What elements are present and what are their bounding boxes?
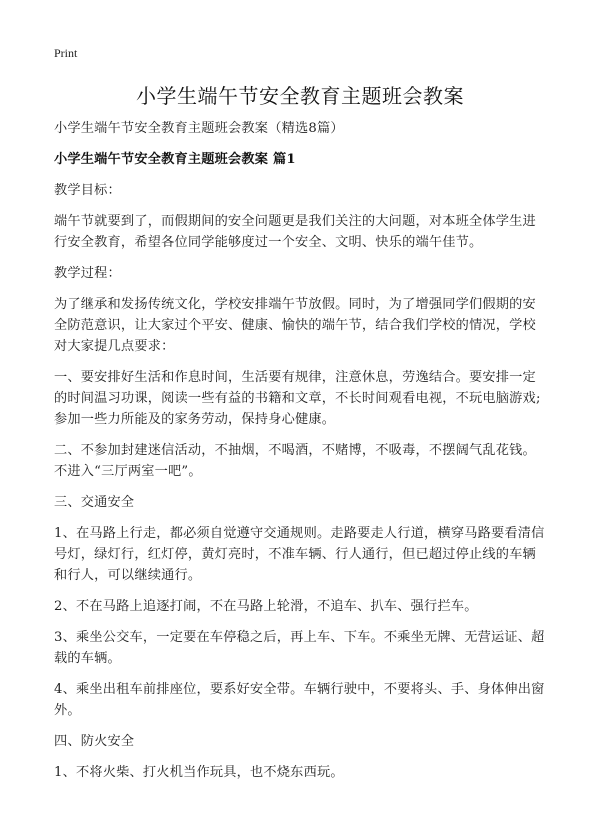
- paragraph-teaching-process-label: 教学过程：: [54, 266, 121, 281]
- paragraph-traffic-2: 2、不在马路上追逐打闹，不在马路上轮滑，不追车、扒车、强行拦车。: [54, 599, 478, 614]
- print-link[interactable]: Print: [54, 46, 78, 60]
- document-body: [54, 118, 546, 793]
- paragraph-teaching-goal: 端午节就要到了，而假期间的安全问题更是我们关注的大问题，对本班全体学生进行安全教育，希望各位同学能够度过一个安全、文明、快乐的端午佳节。: [54, 214, 536, 250]
- document-subtitle: 小学生端午节安全教育主题班会教案（精选8篇）: [54, 121, 344, 136]
- paragraph-traffic-3: 3、乘坐公交车，一定要在车停稳之后，再上车、下车。不乘坐无牌、无营运证、超载的车辆。: [54, 630, 545, 666]
- paragraph-fire-heading: 四、防火安全: [54, 734, 135, 749]
- paragraph-item-1: 一、要安排好生活和作息时间，生活要有规律，注意休息，劳逸结合。要安排一定的时间温习功课，阅读一些有益的书籍和文章，不长时间观看电视，不玩电脑游戏;参加一些力所能及的家务劳动，保持身心健康。: [54, 370, 541, 427]
- paragraph-teaching-goal-label: 教学目标：: [54, 183, 121, 198]
- paragraph-fire-1: 1、不将火柴、打火机当作玩具，也不烧东西玩。: [54, 765, 344, 780]
- page-title: 小学生端午节安全教育主题班会教案: [136, 84, 464, 108]
- paragraph-item-2: 二、不参加封建迷信活动，不抽烟，不喝酒，不赌博，不吸毒，不摆阔气乱花钱。不进入“三厅两室一吧”。: [54, 443, 536, 479]
- paragraph-traffic-4: 4、乘坐出租车前排座位，要系好安全带。车辆行驶中，不要将头、手、身体伸出窗外。: [54, 682, 545, 718]
- paragraph-intro: 为了继承和发扬传统文化，学校安排端午节放假。同时，为了增强同学们假期的安全防范意识，让大家过个平安、健康、愉快的端午节，结合我们学校的情况，学校对大家提几点要求：: [54, 297, 536, 354]
- paragraph-traffic-heading: 三、交通安全: [54, 495, 135, 510]
- section-heading: 小学生端午节安全教育主题班会教案 篇1: [54, 152, 296, 167]
- paragraph-traffic-1: 1、在马路上行走，都必须自觉遵守交通规则。走路要走人行道，横穿马路要看清信号灯，绿灯行，红灯停，黄灯亮时，不准车辆、行人通行，但已超过停止线的车辆和行人，可以继续通行。: [54, 526, 545, 583]
